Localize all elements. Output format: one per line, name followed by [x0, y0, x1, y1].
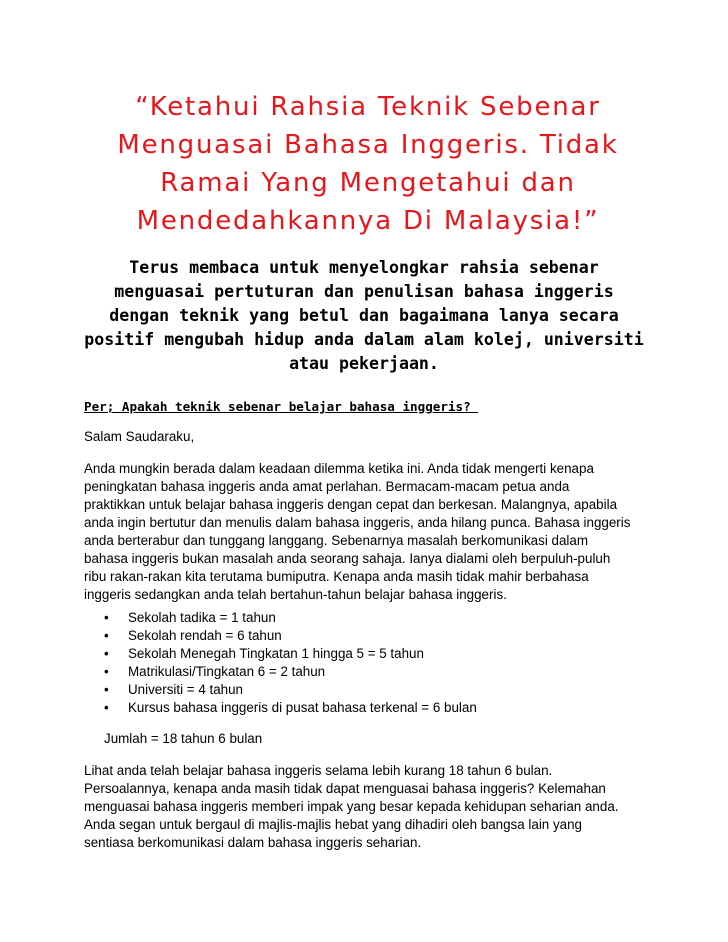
subheadline [80, 256, 648, 376]
paragraph-line: peningkatan bahasa inggeris anda amat perlahan. Bermacam-macam petua anda [84, 479, 570, 494]
bullet-icon: • [104, 700, 109, 715]
subheadline-line: menguasai pertuturan dan penulisan bahasa inggeris [114, 282, 614, 301]
paragraph-line: Lihat anda telah belajar bahasa inggeris selama lebih kurang 18 tahun 6 bulan. [84, 763, 553, 778]
list-item [104, 645, 477, 663]
headline-line: “Ketahui Rahsia Teknik Sebenar [135, 92, 601, 122]
bullet-icon: • [104, 664, 109, 679]
headline-line: Mendedahkannya Di Malaysia!” [136, 206, 600, 236]
list-item-text: Sekolah rendah = 6 tahun [128, 628, 282, 643]
list-item [104, 609, 477, 627]
paragraph-line: Anda segan untuk bergaul di majlis-majlis hebat yang dihadiri oleh bangsa lain yang [84, 817, 583, 832]
list-item-text: Matrikulasi/Tingkatan 6 = 2 tahun [128, 664, 326, 679]
list-item-text: Sekolah Menegah Tingkatan 1 hingga 5 = 5 tahun [128, 646, 424, 661]
subheadline-line: positif mengubah hidup anda dalam alam kolej, universiti [84, 330, 644, 349]
headline [84, 88, 652, 240]
subheadline-line: dengan teknik yang betul dan bagaimana lanya secara [109, 306, 619, 325]
bullet-icon: • [104, 646, 109, 661]
bullet-icon: • [104, 628, 109, 643]
question-heading: Per; Apakah teknik sebenar belajar bahasa inggeris? [84, 399, 479, 414]
list-item [104, 699, 477, 717]
list-item [104, 681, 477, 699]
paragraph-line: sentiasa berkomunikasi dalam bahasa inggeris seharian. [84, 835, 422, 850]
greeting: Salam Saudaraku, [84, 429, 195, 444]
paragraph-line: praktikkan untuk belajar bahasa inggeris dengan cepat dan berkesan. Malangnya, apabila [84, 497, 618, 512]
list-item-text: Sekolah tadika = 1 tahun [128, 610, 276, 625]
study-years-list [104, 609, 477, 717]
paragraph-line: ribu rakan-rakan kita terutama bumiputra. Kenapa anda masih tidak mahir berbahasa [84, 569, 589, 584]
subheadline-line: atau pekerjaan. [289, 354, 439, 373]
paragraph-line: menguasai bahasa inggeris memberi impak yang besar kepada kehidupan seharian anda. [84, 799, 619, 814]
paragraph-line: anda berterabur dan tunggang langgang. Sebenarnya masalah berkomunikasi dalam [84, 533, 588, 548]
list-item-text: Kursus bahasa inggeris di pusat bahasa terkenal = 6 bulan [128, 700, 477, 715]
headline-line: Menguasai Bahasa Inggeris. Tidak [117, 130, 619, 160]
paragraph-line: Persoalannya, kenapa anda masih tidak dapat menguasai bahasa inggeris? Kelemahan [84, 781, 606, 796]
total-line: Jumlah = 18 tahun 6 bulan [104, 731, 263, 746]
list-item [104, 627, 477, 645]
headline-line: Ramai Yang Mengetahui dan [160, 168, 576, 198]
paragraph-intro [84, 460, 654, 604]
list-item-text: Universiti = 4 tahun [128, 682, 243, 697]
bullet-icon: • [104, 610, 109, 625]
bullet-icon: • [104, 682, 109, 697]
paragraph-line: inggeris sedangkan anda telah bertahun-tahun belajar bahasa inggeris. [84, 587, 507, 602]
paragraph-line: bahasa inggeris bukan masalah anda seorang sahaja. Ianya dialami oleh berpuluh-puluh [84, 551, 611, 566]
paragraph-line: Anda mungkin berada dalam keadaan dilemma ketika ini. Anda tidak mengerti kenapa [84, 461, 594, 476]
list-item [104, 663, 477, 681]
subheadline-line: Terus membaca untuk menyelongkar rahsia sebenar [129, 258, 599, 277]
paragraph-line: anda ingin bertutur dan menulis dalam bahasa inggeris, anda hilang punca. Bahasa inggeris [84, 515, 631, 530]
paragraph-conclusion [84, 762, 654, 852]
